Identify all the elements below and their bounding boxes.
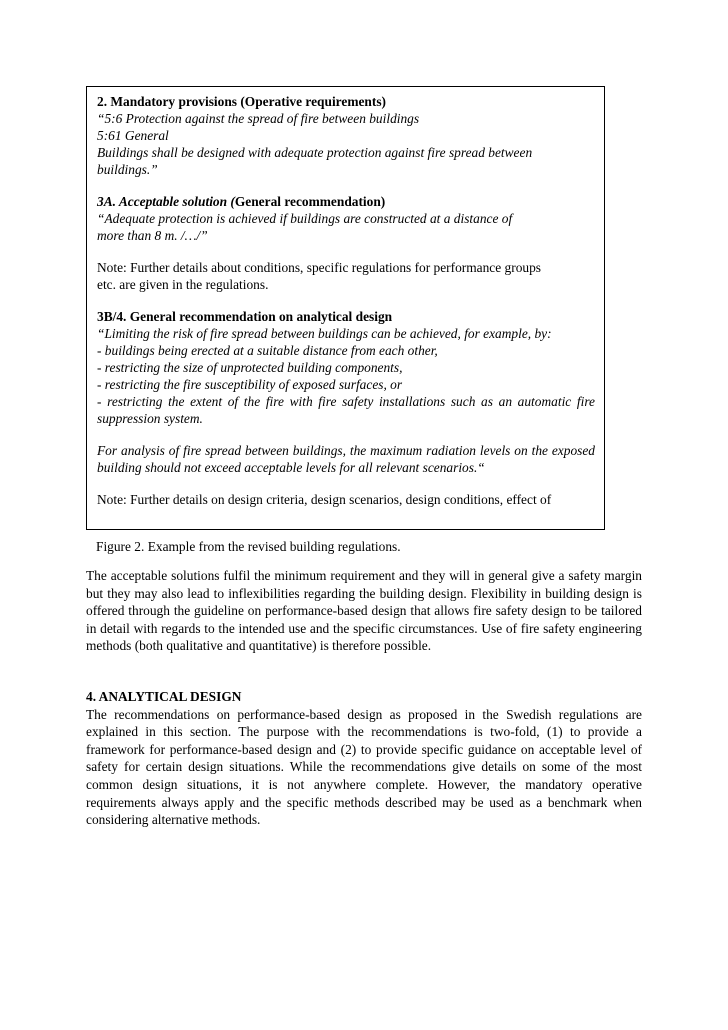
- analytical-intro: “Limiting the risk of fire spread between buildings can be achieved, for example, by:: [97, 326, 552, 341]
- analytical-item: - restricting the fire susceptibility of exposed surfaces, or: [97, 377, 403, 392]
- analytical-item: - restricting the size of unprotected building components,: [97, 360, 403, 375]
- note-line: Note: Further details about conditions, specific regulations for performance groups: [97, 260, 541, 275]
- mandatory-line: buildings.”: [97, 162, 158, 177]
- figure-box: [86, 86, 605, 530]
- mandatory-line: “5:6 Protection against the spread of fire between buildings: [97, 111, 420, 126]
- acceptable-line: “Adequate protection is achieved if buildings are constructed at a distance of: [97, 211, 513, 226]
- section-heading: 4. ANALYTICAL DESIGN: [86, 689, 242, 704]
- analytical-heading: 3B/4. General recommendation on analytical design: [97, 309, 393, 324]
- mandatory-heading: 2. Mandatory provisions (Operative requirements): [97, 94, 386, 109]
- mandatory-line: 5:61 General: [97, 128, 169, 143]
- body-paragraph: [86, 567, 642, 655]
- analysis-text: For analysis of fire spread between buildings, the maximum radiation levels on the exposed building should not exceed acceptable levels for all relevant scenarios.“: [97, 443, 595, 475]
- paragraph-text: The acceptable solutions fulfil the minimum requirement and they will in general give a safety margin but they may also lead to inflexibilities regarding the building design. Flexibility in building design is offered through the guideline on performance-based design that allows fire safety design to be tailored in detail with regards to the intended use and the specific circumstances. Use of fire safety engineering methods (both qualitative and quantitative) is therefore possible.: [86, 568, 642, 654]
- note-line-cut: Note: Further details on design criteria, design scenarios, design conditions, effect of: [97, 492, 552, 507]
- section-analytical-design: [86, 688, 642, 829]
- figure-caption: Figure 2. Example from the revised building regulations.: [96, 539, 401, 554]
- acceptable-line: more than 8 m. /…/”: [97, 228, 208, 243]
- analytical-item: - restricting the extent of the fire with fire safety installations such as an automatic fire suppression system.: [97, 394, 595, 426]
- acceptable-heading: 3A. Acceptable solution (General recommendation): [97, 194, 386, 209]
- section-text: The recommendations on performance-based design as proposed in the Swedish regulations are explained in this section. The purpose with the recommendations is two-fold, (1) to provide a framework for performance-based design and (2) to provide specific guidance on acceptable level of safety for certain design situations. While the recommendations give details on some of the most common design situations, it is not anywhere complete. However, the mandatory operative requirements always apply and the specific methods described may be used as a benchmark when considering alternative methods.: [86, 706, 642, 828]
- analytical-item: - buildings being erected at a suitable distance from each other,: [97, 343, 438, 358]
- note-line: etc. are given in the regulations.: [97, 277, 269, 292]
- mandatory-line: Buildings shall be designed with adequate protection against fire spread between: [97, 145, 533, 160]
